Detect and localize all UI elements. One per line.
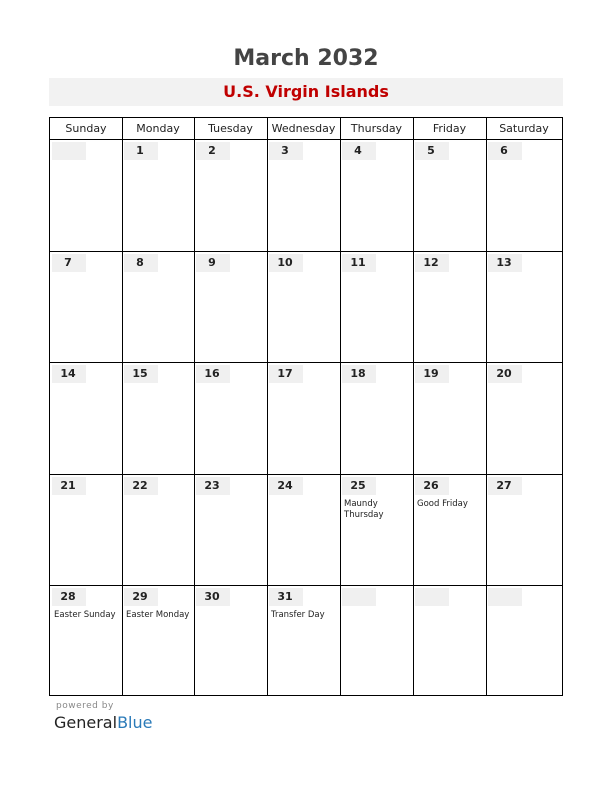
day-cell[interactable] bbox=[340, 363, 413, 474]
day-number bbox=[415, 588, 449, 606]
brand-blue: Blue bbox=[117, 713, 153, 732]
day-cell[interactable] bbox=[122, 252, 194, 362]
day-number: 6 bbox=[488, 142, 522, 160]
day-number: 25 bbox=[342, 477, 376, 495]
day-cell[interactable] bbox=[486, 363, 562, 474]
day-cell[interactable] bbox=[486, 140, 562, 251]
day-number: 8 bbox=[124, 254, 158, 272]
holiday-label: Easter Sunday bbox=[54, 610, 116, 620]
day-number: 7 bbox=[52, 254, 86, 272]
day-number bbox=[488, 588, 522, 606]
weekday-header-wednesday: Wednesday bbox=[271, 122, 336, 135]
day-number: 20 bbox=[488, 365, 522, 383]
day-number: 19 bbox=[415, 365, 449, 383]
day-cell[interactable] bbox=[122, 475, 194, 585]
day-number: 10 bbox=[269, 254, 303, 272]
day-cell[interactable] bbox=[122, 363, 194, 474]
holiday-label: Transfer Day bbox=[271, 610, 325, 620]
day-number: 1 bbox=[124, 142, 158, 160]
day-cell[interactable] bbox=[194, 363, 267, 474]
day-cell[interactable] bbox=[340, 252, 413, 362]
day-number: 31 bbox=[269, 588, 303, 606]
day-cell[interactable] bbox=[122, 140, 194, 251]
day-cell[interactable] bbox=[413, 586, 486, 695]
day-cell[interactable] bbox=[194, 475, 267, 585]
day-number: 24 bbox=[269, 477, 303, 495]
weekday-header-monday: Monday bbox=[136, 122, 180, 135]
day-cell[interactable] bbox=[413, 475, 486, 585]
day-number: 27 bbox=[488, 477, 522, 495]
day-number: 15 bbox=[124, 365, 158, 383]
holiday-label: Good Friday bbox=[417, 499, 468, 509]
day-number: 14 bbox=[52, 365, 86, 383]
day-number: 11 bbox=[342, 254, 376, 272]
day-cell[interactable] bbox=[50, 475, 122, 585]
weekday-header-sunday: Sunday bbox=[65, 122, 107, 135]
calendar-grid bbox=[49, 117, 563, 696]
day-cell[interactable] bbox=[340, 586, 413, 695]
day-cell[interactable] bbox=[413, 252, 486, 362]
day-cell[interactable] bbox=[413, 363, 486, 474]
day-number: 16 bbox=[196, 365, 230, 383]
weekday-header-saturday: Saturday bbox=[499, 122, 549, 135]
day-cell[interactable] bbox=[486, 475, 562, 585]
day-cell[interactable] bbox=[340, 140, 413, 251]
day-cell[interactable] bbox=[194, 586, 267, 695]
day-number: 3 bbox=[269, 142, 303, 160]
day-number: 9 bbox=[196, 254, 230, 272]
day-cell[interactable] bbox=[413, 140, 486, 251]
weekday-header-friday: Friday bbox=[432, 122, 467, 135]
region-title: U.S. Virgin Islands bbox=[49, 78, 563, 106]
day-number: 26 bbox=[415, 477, 449, 495]
brand-general: General bbox=[54, 713, 118, 732]
day-number: 21 bbox=[52, 477, 86, 495]
weekday-header-thursday: Thursday bbox=[350, 122, 403, 135]
day-cell[interactable] bbox=[267, 475, 340, 585]
day-number: 28 bbox=[52, 588, 86, 606]
day-number: 5 bbox=[415, 142, 449, 160]
day-number: 30 bbox=[196, 588, 230, 606]
day-cell[interactable] bbox=[122, 586, 194, 695]
day-cell[interactable] bbox=[486, 586, 562, 695]
day-cell[interactable] bbox=[50, 252, 122, 362]
day-number: 13 bbox=[488, 254, 522, 272]
day-number: 17 bbox=[269, 365, 303, 383]
day-number: 18 bbox=[342, 365, 376, 383]
day-cell[interactable] bbox=[340, 475, 413, 585]
weekday-header-tuesday: Tuesday bbox=[208, 122, 253, 135]
day-cell[interactable] bbox=[50, 140, 122, 251]
powered-by-label: powered by bbox=[56, 701, 114, 711]
day-number: 12 bbox=[415, 254, 449, 272]
holiday-label: Maundy Thursday bbox=[344, 499, 384, 520]
holiday-label: Easter Monday bbox=[126, 610, 190, 620]
day-number bbox=[342, 588, 376, 606]
day-cell[interactable] bbox=[267, 140, 340, 251]
day-cell[interactable] bbox=[50, 363, 122, 474]
day-cell[interactable] bbox=[50, 586, 122, 695]
page-title: March 2032 bbox=[233, 46, 379, 71]
day-number: 2 bbox=[196, 142, 230, 160]
day-number: 4 bbox=[342, 142, 376, 160]
day-cell[interactable] bbox=[194, 140, 267, 251]
day-cell[interactable] bbox=[267, 586, 340, 695]
day-cell[interactable] bbox=[267, 363, 340, 474]
day-number: 22 bbox=[124, 477, 158, 495]
day-cell[interactable] bbox=[194, 252, 267, 362]
day-cell[interactable] bbox=[267, 252, 340, 362]
day-cell[interactable] bbox=[486, 252, 562, 362]
brand-logo[interactable] bbox=[54, 713, 152, 732]
day-number: 29 bbox=[124, 588, 158, 606]
day-number: 23 bbox=[196, 477, 230, 495]
day-number bbox=[52, 142, 86, 160]
